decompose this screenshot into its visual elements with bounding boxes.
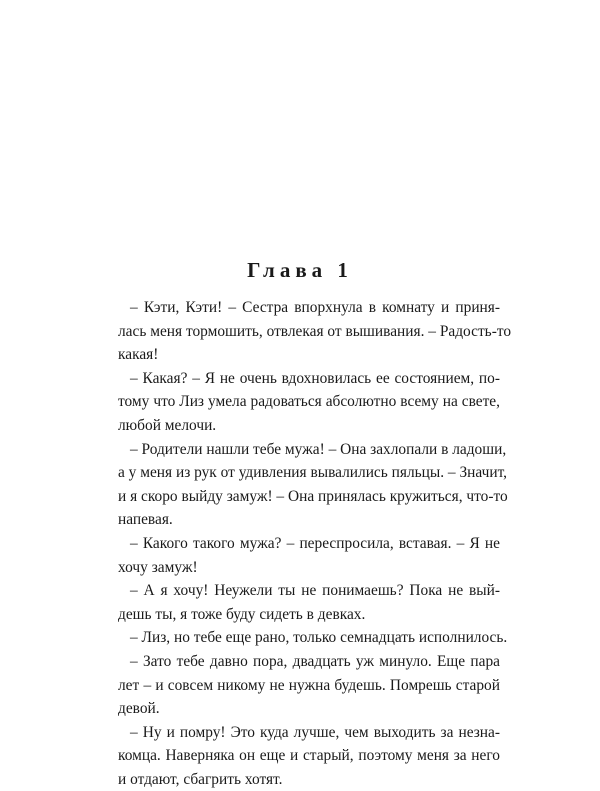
text-line: – Лиз, но тебе еще рано, только семнадцать исполнилось. xyxy=(130,629,508,647)
text-line: лет – и совсем никому не нужна будешь. Помрешь старой xyxy=(118,676,500,694)
text-line: а у меня из рук от удивления вывалились пяльцы. – Значит, xyxy=(118,464,508,482)
text-line: комца. Наверняка он еще и старый, поэтому меня за него xyxy=(118,747,500,765)
text-line: и я скоро выйду замуж! – Она принялась кружиться, что-то xyxy=(118,487,508,505)
text-line: тому что Лиз умела радоваться абсолютно всему на свете, xyxy=(118,393,500,411)
chapter-text xyxy=(118,296,512,791)
text-line: – Какая? – Я не очень вдохновилась ее состоянием, по- xyxy=(130,369,500,387)
text-line: и отдают, сбагрить хотят. xyxy=(118,770,283,788)
text-line: дешь ты, я тоже буду сидеть в девках. xyxy=(118,605,366,623)
text-line: любой мелочи. xyxy=(118,416,217,434)
text-line: – Зато тебе давно пора, двадцать уж минуло. Еще пара xyxy=(130,652,500,670)
text-line: напевая. xyxy=(118,511,173,529)
text-line: – Родители нашли тебе мужа! – Она захлопали в ладоши, xyxy=(130,440,507,458)
text-line: какая! xyxy=(118,346,159,364)
text-line: – Кэти, Кэти! – Сестра впорхнула в комнату и приня- xyxy=(130,299,500,316)
text-line: лась меня тормошить, отвлекая от вышивания. – Радость-то xyxy=(118,322,512,340)
chapter-title: Глава 1 xyxy=(247,258,353,282)
text-line: девой. xyxy=(118,700,160,718)
text-line: – Ну и помру! Это куда лучше, чем выходить за незна- xyxy=(130,723,500,741)
text-line: – Какого такого мужа? – переспросила, вставая. – Я не xyxy=(130,534,500,552)
text-line: – А я хочу! Неужели ты не понимаешь? Пока не вый- xyxy=(130,582,500,600)
text-line: хочу замуж! xyxy=(118,558,198,576)
